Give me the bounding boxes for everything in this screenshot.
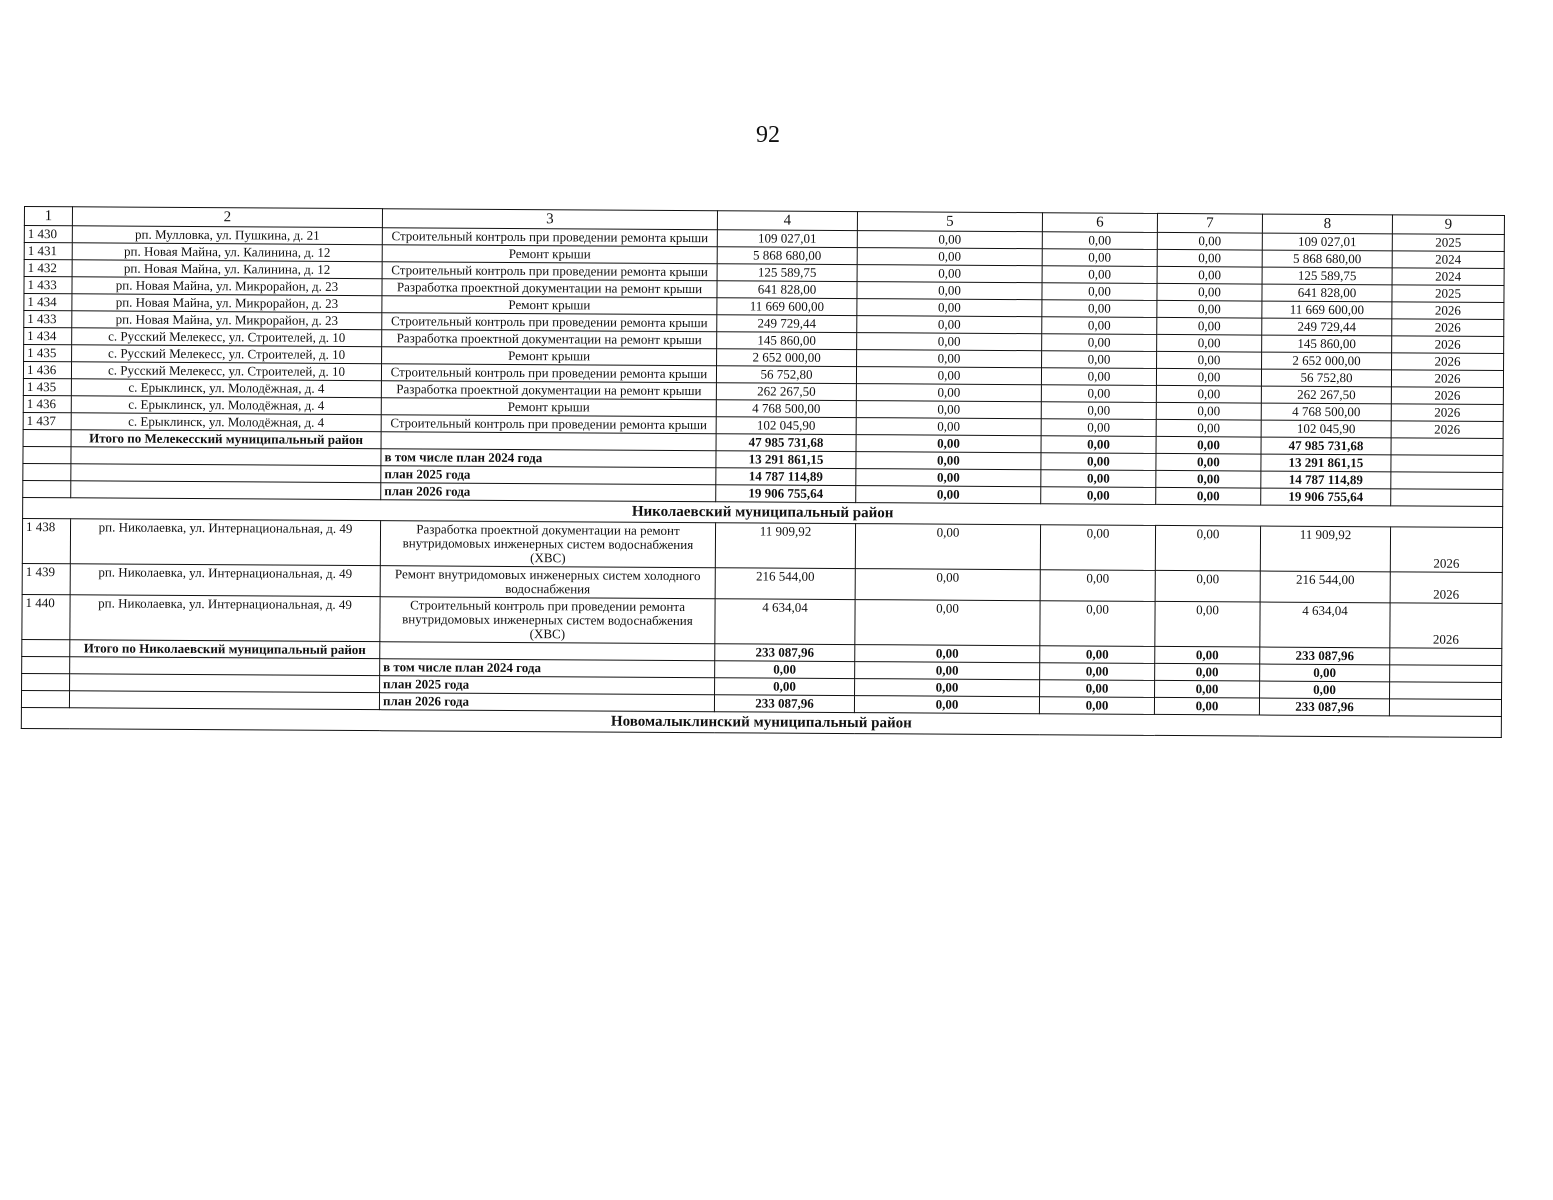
amount-cell: 56 752,80 bbox=[1261, 369, 1391, 387]
amount-cell: 102 045,90 bbox=[716, 417, 856, 435]
amount-cell: 0,00 bbox=[1041, 419, 1156, 437]
row-number: 1 433 bbox=[24, 311, 72, 328]
plan-amount-cell: 0,00 bbox=[1041, 487, 1156, 505]
plan-label: в том числе план 2024 года bbox=[380, 659, 715, 678]
total-amount-cell: 0,00 bbox=[856, 435, 1041, 453]
amount-cell: 109 027,01 bbox=[1262, 233, 1392, 251]
plan-amount-cell: 0,00 bbox=[854, 696, 1039, 714]
amount-cell: 0,00 bbox=[1157, 266, 1262, 284]
work-type-cell: Строительный контроль при проведении ремонта крыши bbox=[381, 364, 716, 383]
empty-cell bbox=[69, 691, 379, 710]
empty-cell bbox=[71, 447, 381, 466]
amount-cell: 0,00 bbox=[855, 524, 1040, 570]
total-amount-cell: 47 985 731,68 bbox=[1261, 437, 1391, 455]
plan-amount-cell: 19 906 755,64 bbox=[716, 485, 856, 503]
address-cell: с. Ерыклинск, ул. Молодёжная, д. 4 bbox=[71, 379, 381, 398]
empty-cell bbox=[1391, 455, 1503, 473]
amount-cell: 2 652 000,00 bbox=[717, 349, 857, 367]
plan-label: план 2025 года bbox=[381, 466, 716, 485]
amount-cell: 0,00 bbox=[1155, 570, 1260, 602]
row-number: 1 438 bbox=[22, 518, 70, 563]
year-cell: 2026 bbox=[1392, 336, 1504, 354]
row-number: 1 435 bbox=[24, 345, 72, 362]
plan-amount-cell: 0,00 bbox=[856, 469, 1041, 487]
amount-cell: 0,00 bbox=[856, 418, 1041, 436]
amount-cell: 125 589,75 bbox=[1262, 267, 1392, 285]
plan-amount-cell: 0,00 bbox=[1156, 470, 1261, 488]
amount-cell: 2 652 000,00 bbox=[1262, 352, 1392, 370]
amount-cell: 125 589,75 bbox=[717, 264, 857, 282]
amount-cell: 0,00 bbox=[1042, 283, 1157, 301]
plan-amount-cell: 233 087,96 bbox=[1259, 698, 1389, 716]
address-cell: рп. Новая Майна, ул. Микрорайон, д. 23 bbox=[72, 277, 382, 296]
empty-cell bbox=[1391, 472, 1503, 490]
year-cell: 2025 bbox=[1392, 234, 1504, 252]
empty-cell bbox=[70, 657, 380, 676]
empty-cell bbox=[70, 674, 380, 693]
amount-cell: 0,00 bbox=[857, 316, 1042, 334]
amount-cell: 11 669 600,00 bbox=[1262, 301, 1392, 319]
total-amount-cell: 233 087,96 bbox=[715, 644, 855, 662]
amount-cell: 0,00 bbox=[857, 248, 1042, 266]
column-header: 5 bbox=[857, 212, 1042, 232]
address-cell: рп. Новая Майна, ул. Микрорайон, д. 23 bbox=[72, 311, 382, 330]
amount-cell: 249 729,44 bbox=[717, 315, 857, 333]
document-table-wrapper bbox=[21, 206, 1504, 738]
plan-amount-cell: 233 087,96 bbox=[714, 695, 854, 713]
address-cell: рп. Николаевка, ул. Интернациональная, д. 49 bbox=[70, 595, 380, 642]
empty-cell bbox=[1391, 438, 1503, 456]
amount-cell: 0,00 bbox=[857, 299, 1042, 317]
plan-label: план 2025 года bbox=[380, 676, 715, 695]
row-number: 1 435 bbox=[23, 378, 71, 395]
amount-cell: 0,00 bbox=[1157, 249, 1262, 267]
address-cell: рп. Новая Майна, ул. Микрорайон, д. 23 bbox=[72, 294, 382, 313]
total-amount-cell: 233 087,96 bbox=[1260, 647, 1390, 665]
column-header: 3 bbox=[382, 209, 717, 230]
plan-amount-cell: 0,00 bbox=[855, 679, 1040, 697]
column-header: 8 bbox=[1262, 214, 1392, 234]
plan-amount-cell: 0,00 bbox=[1041, 453, 1156, 471]
plan-amount-cell: 0,00 bbox=[1156, 453, 1261, 471]
plan-amount-cell: 0,00 bbox=[1154, 697, 1259, 715]
plan-label: в том числе план 2024 года bbox=[381, 449, 716, 468]
empty-cell bbox=[21, 690, 69, 707]
work-type-cell: Строительный контроль при проведении ремонта крыши bbox=[382, 228, 717, 247]
amount-cell: 0,00 bbox=[1156, 385, 1261, 403]
amount-cell: 11 909,92 bbox=[1260, 526, 1390, 572]
total-label: Итого по Николаевский муниципальный район bbox=[70, 640, 380, 659]
amount-cell: 0,00 bbox=[857, 282, 1042, 300]
empty-cell bbox=[23, 463, 71, 480]
amount-cell: 262 267,50 bbox=[1261, 386, 1391, 404]
row-number: 1 437 bbox=[23, 412, 71, 429]
empty-cell bbox=[71, 464, 381, 483]
amount-cell: 0,00 bbox=[856, 384, 1041, 402]
amount-cell: 641 828,00 bbox=[717, 281, 857, 299]
amount-cell: 0,00 bbox=[857, 350, 1042, 368]
amount-cell: 0,00 bbox=[1157, 351, 1262, 369]
empty-cell bbox=[23, 480, 71, 497]
column-header: 6 bbox=[1042, 213, 1157, 233]
year-cell: 2025 bbox=[1392, 285, 1504, 303]
plan-amount-cell: 0,00 bbox=[1260, 681, 1390, 699]
row-number: 1 431 bbox=[24, 243, 72, 260]
year-cell: 2026 bbox=[1390, 572, 1502, 604]
amount-cell: 0,00 bbox=[1156, 419, 1261, 437]
empty-cell bbox=[1390, 665, 1502, 683]
year-cell: 2026 bbox=[1391, 421, 1503, 439]
plan-amount-cell: 0,00 bbox=[715, 661, 855, 679]
row-number: 1 440 bbox=[22, 594, 70, 639]
plan-amount-cell: 0,00 bbox=[1260, 664, 1390, 682]
capital-repair-table bbox=[21, 206, 1505, 738]
empty-cell bbox=[381, 432, 716, 451]
work-type-cell: Разработка проектной документации на ремонт крыши bbox=[381, 381, 716, 400]
work-type-cell: Разработка проектной документации на ремонт крыши bbox=[382, 330, 717, 349]
amount-cell: 0,00 bbox=[1156, 402, 1261, 420]
plan-amount-cell: 0,00 bbox=[1040, 680, 1155, 698]
amount-cell: 0,00 bbox=[1156, 368, 1261, 386]
work-type-cell: Ремонт крыши bbox=[382, 347, 717, 366]
address-cell: рп. Николаевка, ул. Интернациональная, д. 49 bbox=[70, 519, 380, 566]
row-number: 1 434 bbox=[24, 294, 72, 311]
work-type-cell: Строительный контроль при проведении ремонта внутридомовых инженерных систем водоснабжения (ХВС) bbox=[380, 597, 715, 644]
plan-amount-cell: 0,00 bbox=[856, 486, 1041, 504]
amount-cell: 0,00 bbox=[856, 367, 1041, 385]
row-number: 1 439 bbox=[22, 563, 70, 594]
page-number: 92 bbox=[756, 122, 780, 148]
work-type-cell: Ремонт крыши bbox=[381, 398, 716, 417]
amount-cell: 0,00 bbox=[1157, 283, 1262, 301]
year-cell: 2024 bbox=[1392, 251, 1504, 269]
amount-cell: 262 267,50 bbox=[716, 383, 856, 401]
total-amount-cell: 47 985 731,68 bbox=[716, 434, 856, 452]
plan-amount-cell: 0,00 bbox=[1040, 663, 1155, 681]
address-cell: с. Русский Мелекесс, ул. Строителей, д. 10 bbox=[72, 345, 382, 364]
year-cell: 2026 bbox=[1391, 370, 1503, 388]
address-cell: рп. Новая Майна, ул. Калинина, д. 12 bbox=[72, 243, 382, 262]
amount-cell: 4 768 500,00 bbox=[716, 400, 856, 418]
amount-cell: 11 909,92 bbox=[715, 523, 855, 569]
amount-cell: 102 045,90 bbox=[1261, 420, 1391, 438]
plan-amount-cell: 14 787 114,89 bbox=[716, 468, 856, 486]
empty-cell bbox=[380, 642, 715, 661]
year-cell: 2026 bbox=[1392, 319, 1504, 337]
total-amount-cell: 0,00 bbox=[1040, 646, 1155, 664]
amount-cell: 0,00 bbox=[1040, 570, 1155, 602]
plan-amount-cell: 0,00 bbox=[1155, 680, 1260, 698]
amount-cell: 0,00 bbox=[856, 401, 1041, 419]
address-cell: с. Русский Мелекесс, ул. Строителей, д. 10 bbox=[72, 328, 382, 347]
plan-amount-cell: 13 291 861,15 bbox=[716, 451, 856, 469]
amount-cell: 0,00 bbox=[1042, 249, 1157, 267]
amount-cell: 0,00 bbox=[1042, 300, 1157, 318]
address-cell: с. Ерыклинск, ул. Молодёжная, д. 4 bbox=[71, 396, 381, 415]
year-cell: 2026 bbox=[1390, 527, 1502, 573]
plan-amount-cell: 0,00 bbox=[1155, 663, 1260, 681]
total-amount-cell: 0,00 bbox=[1156, 436, 1261, 454]
address-cell: рп. Мулловка, ул. Пушкина, д. 21 bbox=[72, 226, 382, 245]
amount-cell: 0,00 bbox=[1042, 351, 1157, 369]
work-type-cell: Ремонт крыши bbox=[382, 296, 717, 315]
total-amount-cell: 0,00 bbox=[1041, 436, 1156, 454]
amount-cell: 0,00 bbox=[857, 265, 1042, 283]
row-number: 1 434 bbox=[24, 328, 72, 345]
amount-cell: 0,00 bbox=[1042, 266, 1157, 284]
amount-cell: 0,00 bbox=[857, 333, 1042, 351]
amount-cell: 4 634,04 bbox=[1260, 602, 1390, 648]
empty-cell bbox=[1389, 699, 1501, 717]
amount-cell: 0,00 bbox=[1041, 385, 1156, 403]
amount-cell: 11 669 600,00 bbox=[717, 298, 857, 316]
empty-cell bbox=[1391, 489, 1503, 507]
row-number: 1 432 bbox=[24, 260, 72, 277]
total-amount-cell: 0,00 bbox=[855, 645, 1040, 663]
amount-cell: 56 752,80 bbox=[716, 366, 856, 384]
work-type-cell: Разработка проектной документации на ремонт крыши bbox=[382, 279, 717, 298]
empty-cell bbox=[23, 429, 71, 446]
amount-cell: 4 634,04 bbox=[715, 599, 855, 645]
row-number: 1 436 bbox=[23, 362, 71, 379]
row-number: 1 433 bbox=[24, 277, 72, 294]
amount-cell: 0,00 bbox=[1155, 525, 1260, 571]
amount-cell: 641 828,00 bbox=[1262, 284, 1392, 302]
plan-amount-cell: 0,00 bbox=[855, 662, 1040, 680]
empty-cell bbox=[22, 656, 70, 673]
empty-cell bbox=[22, 673, 70, 690]
year-cell: 2026 bbox=[1391, 404, 1503, 422]
amount-cell: 216 544,00 bbox=[1260, 571, 1390, 603]
work-type-cell: Строительный контроль при проведении ремонта крыши bbox=[381, 415, 716, 434]
plan-amount-cell: 19 906 755,64 bbox=[1261, 488, 1391, 506]
plan-amount-cell: 0,00 bbox=[715, 678, 855, 696]
plan-amount-cell: 14 787 114,89 bbox=[1261, 471, 1391, 489]
amount-cell: 145 860,00 bbox=[1262, 335, 1392, 353]
row-number: 1 436 bbox=[23, 395, 71, 412]
address-cell: с. Русский Мелекесс, ул. Строителей, д. 10 bbox=[71, 362, 381, 381]
amount-cell: 0,00 bbox=[1042, 317, 1157, 335]
year-cell: 2026 bbox=[1390, 603, 1502, 649]
empty-cell bbox=[1390, 682, 1502, 700]
empty-cell bbox=[22, 639, 70, 656]
total-amount-cell: 0,00 bbox=[1155, 646, 1260, 664]
amount-cell: 249 729,44 bbox=[1262, 318, 1392, 336]
amount-cell: 0,00 bbox=[1157, 317, 1262, 335]
work-type-cell: Ремонт внутридомовых инженерных систем холодного водоснабжения bbox=[380, 566, 715, 599]
empty-cell bbox=[23, 446, 71, 463]
row-number: 1 430 bbox=[24, 226, 72, 243]
plan-label: план 2026 года bbox=[379, 693, 714, 712]
column-header: 2 bbox=[72, 207, 382, 228]
column-header: 1 bbox=[24, 207, 72, 226]
plan-amount-cell: 0,00 bbox=[1041, 470, 1156, 488]
amount-cell: 0,00 bbox=[1040, 601, 1155, 647]
amount-cell: 0,00 bbox=[1157, 232, 1262, 250]
amount-cell: 0,00 bbox=[855, 569, 1040, 601]
section-title: Николаевский муниципальный район bbox=[23, 497, 1503, 527]
empty-cell bbox=[71, 481, 381, 500]
year-cell: 2026 bbox=[1392, 302, 1504, 320]
amount-cell: 0,00 bbox=[857, 231, 1042, 249]
amount-cell: 145 860,00 bbox=[717, 332, 857, 350]
plan-amount-cell: 13 291 861,15 bbox=[1261, 454, 1391, 472]
amount-cell: 109 027,01 bbox=[717, 230, 857, 248]
year-cell: 2026 bbox=[1392, 353, 1504, 371]
address-cell: с. Ерыклинск, ул. Молодёжная, д. 4 bbox=[71, 413, 381, 432]
plan-amount-cell: 0,00 bbox=[1156, 487, 1261, 505]
column-header: 9 bbox=[1392, 215, 1504, 235]
amount-cell: 0,00 bbox=[1042, 334, 1157, 352]
amount-cell: 0,00 bbox=[1041, 368, 1156, 386]
plan-label: план 2026 года bbox=[381, 483, 716, 502]
amount-cell: 0,00 bbox=[1040, 525, 1155, 571]
amount-cell: 0,00 bbox=[1042, 232, 1157, 250]
section-title: Новомалыклинский муниципальный район bbox=[21, 707, 1501, 737]
amount-cell: 0,00 bbox=[1155, 601, 1260, 647]
column-header: 7 bbox=[1157, 213, 1262, 233]
work-type-cell: Строительный контроль при проведении ремонта крыши bbox=[382, 262, 717, 281]
column-header: 4 bbox=[717, 211, 857, 231]
plan-amount-cell: 0,00 bbox=[856, 452, 1041, 470]
total-label: Итого по Мелекесский муниципальный район bbox=[71, 430, 381, 449]
amount-cell: 216 544,00 bbox=[715, 568, 855, 600]
work-type-cell: Ремонт крыши bbox=[382, 245, 717, 264]
amount-cell: 0,00 bbox=[1157, 334, 1262, 352]
year-cell: 2026 bbox=[1391, 387, 1503, 405]
empty-cell bbox=[1390, 648, 1502, 666]
amount-cell: 5 868 680,00 bbox=[1262, 250, 1392, 268]
plan-amount-cell: 0,00 bbox=[1039, 697, 1154, 715]
work-type-cell: Строительный контроль при проведении ремонта крыши bbox=[382, 313, 717, 332]
year-cell: 2024 bbox=[1392, 268, 1504, 286]
amount-cell: 0,00 bbox=[1157, 300, 1262, 318]
amount-cell: 0,00 bbox=[1041, 402, 1156, 420]
work-type-cell: Разработка проектной документации на ремонт внутридомовых инженерных систем водоснабжения (ХВС) bbox=[380, 521, 715, 568]
address-cell: рп. Новая Майна, ул. Калинина, д. 12 bbox=[72, 260, 382, 279]
amount-cell: 5 868 680,00 bbox=[717, 247, 857, 265]
amount-cell: 4 768 500,00 bbox=[1261, 403, 1391, 421]
address-cell: рп. Николаевка, ул. Интернациональная, д. 49 bbox=[70, 564, 380, 597]
amount-cell: 0,00 bbox=[855, 600, 1040, 646]
